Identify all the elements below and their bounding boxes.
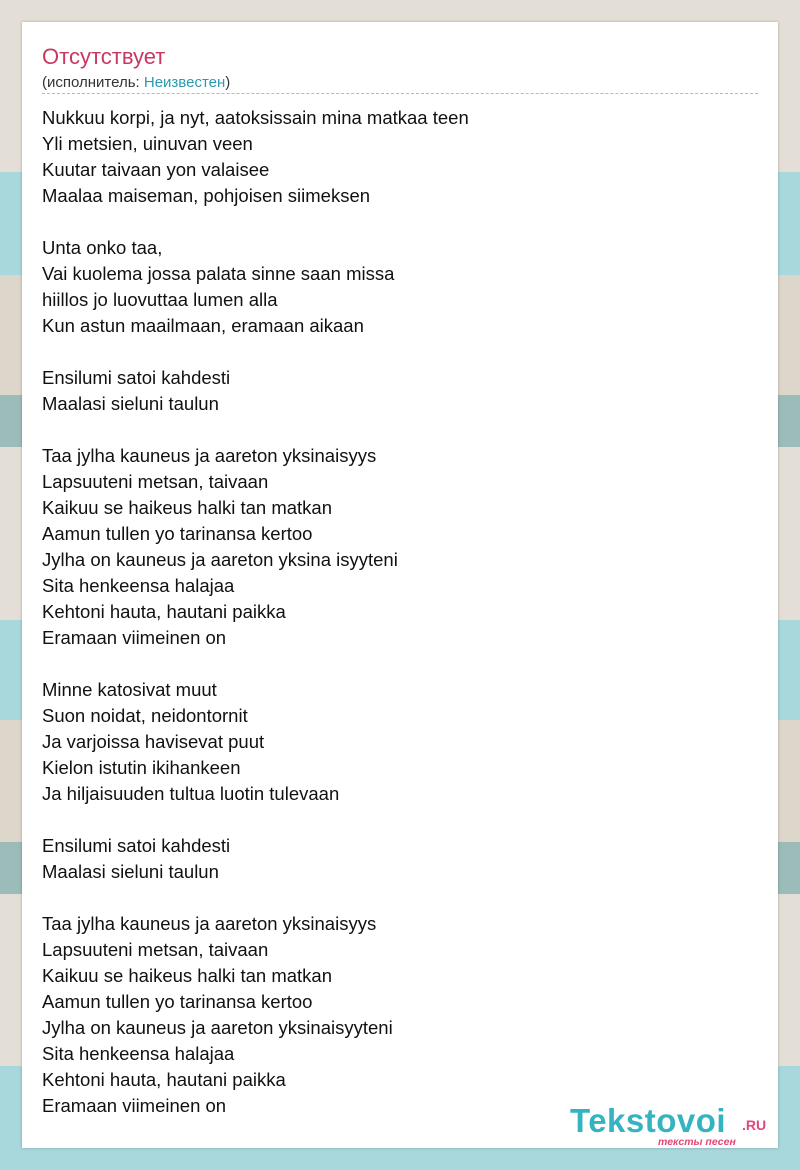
lyric-line: Kehtoni hauta, hautani paikka	[42, 1069, 286, 1090]
lyric-line: Kuutar taivaan yon valaisee	[42, 159, 270, 180]
dashed-divider	[42, 93, 758, 94]
lyric-line: Sita henkeensa halajaa	[42, 1043, 235, 1064]
stanza-break	[42, 209, 758, 235]
lyric-line: Taa jylha kauneus ja aareton yksinaisyys	[42, 913, 377, 934]
lyric-line: Sita henkeensa halajaa	[42, 575, 235, 596]
stanza-break	[42, 651, 758, 677]
lyric-line: Maalasi sieluni taulun	[42, 393, 219, 414]
lyric-line: Ja varjoissa havisevat puut	[42, 731, 265, 752]
lyric-line: hiillos jo luovuttaa lumen alla	[42, 289, 278, 310]
lyric-line: Eramaan viimeinen on	[42, 1095, 227, 1116]
lyric-line: Lapsuuteni metsan, taivaan	[42, 471, 269, 492]
stanza-break	[42, 807, 758, 833]
lyric-line: Kun astun maailmaan, eramaan aikaan	[42, 315, 364, 336]
lyric-line: Ensilumi satoi kahdesti	[42, 367, 231, 388]
lyric-line: Ensilumi satoi kahdesti	[42, 835, 231, 856]
lyric-line: Ja hiljaisuuden tultua luotin tulevaan	[42, 783, 340, 804]
lyrics-text	[42, 105, 758, 1119]
lyric-line: Minne katosivat muut	[42, 679, 217, 700]
lyric-line: Vai kuolema jossa palata sinne saan missa	[42, 263, 395, 284]
lyric-line: Maalaa maiseman, pohjoisen siimeksen	[42, 185, 371, 206]
lyric-line: Eramaan viimeinen on	[42, 627, 227, 648]
artist-link[interactable]: Неизвестен	[143, 74, 226, 91]
lyric-line: Jylha on kauneus ja aareton yksinaisyyteni	[42, 1017, 393, 1038]
logo-name: Tekstovoi	[570, 1102, 727, 1139]
artist-line	[42, 74, 230, 91]
lyric-line: Unta onko taa,	[42, 237, 163, 258]
song-title: Отсутствует	[42, 44, 166, 69]
logo-tld: .RU	[742, 1117, 767, 1133]
logo-tagline: тексты песен	[658, 1136, 736, 1148]
stanza-break	[42, 339, 758, 365]
artist-prefix: (исполнитель:	[42, 74, 144, 91]
lyric-line: Aamun tullen yo tarinansa kertoo	[42, 991, 313, 1012]
lyric-line: Taa jylha kauneus ja aareton yksinaisyys	[42, 445, 377, 466]
stanza-break	[42, 885, 758, 911]
lyric-line: Kehtoni hauta, hautani paikka	[42, 601, 286, 622]
lyric-line: Jylha on kauneus ja aareton yksina isyyteni	[42, 549, 398, 570]
lyric-line: Kaikuu se haikeus halki tan matkan	[42, 965, 333, 986]
lyric-line: Aamun tullen yo tarinansa kertoo	[42, 523, 313, 544]
lyric-line: Nukkuu korpi, ja nyt, aatoksissain mina matkaa teen	[42, 107, 469, 128]
lyric-line: Lapsuuteni metsan, taivaan	[42, 939, 269, 960]
lyric-line: Kaikuu se haikeus halki tan matkan	[42, 497, 333, 518]
lyric-line: Maalasi sieluni taulun	[42, 861, 219, 882]
lyric-line: Yli metsien, uinuvan veen	[42, 133, 253, 154]
tekstovoi-logo[interactable]	[570, 1102, 780, 1148]
lyric-line: Suon noidat, neidontornit	[42, 705, 248, 726]
stanza-break	[42, 417, 758, 443]
lyric-line: Kielon istutin ikihankeen	[42, 757, 241, 778]
artist-suffix: )	[225, 74, 231, 91]
lyrics-card	[22, 22, 778, 1148]
